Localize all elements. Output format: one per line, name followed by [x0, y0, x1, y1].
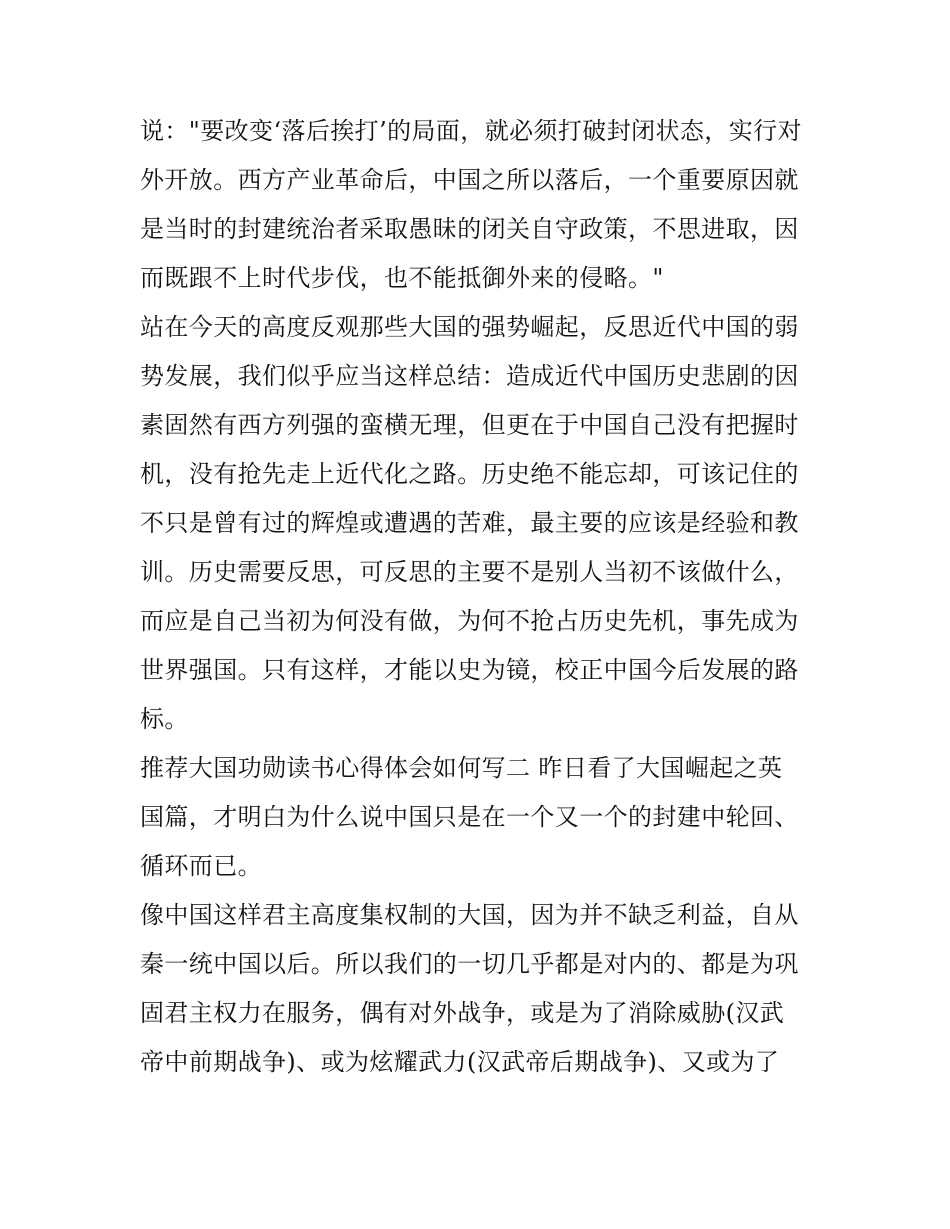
text-line: 势发展，我们似乎应当这样总结：造成近代中国历史悲剧的因	[140, 362, 799, 390]
text-line: 是当时的封建统治者采取愚昧的闭关自守政策，不思进取，因	[140, 215, 799, 243]
text-line: 说："要改变‘落后挨打’的局面，就必须打破封闭状态，实行对	[140, 117, 802, 145]
document-body	[140, 107, 820, 1087]
text-line: 机，没有抢先走上近代化之路。历史绝不能忘却，可该记住的	[140, 460, 799, 488]
text-line: 推荐大国功勋读书心得体会如何写二 昨日看了大国崛起之英	[140, 754, 783, 782]
text-line: 素固然有西方列强的蛮横无理，但更在于中国自己没有把握时	[140, 411, 799, 439]
text-line: 像中国这样君主高度集权制的大国，因为并不缺乏利益，自从	[140, 901, 799, 929]
text-line: 循环而已。	[140, 852, 262, 880]
text-line: 站在今天的高度反观那些大国的强势崛起，反思近代中国的弱	[140, 313, 799, 341]
text-line: 不只是曾有过的辉煌或遭遇的苦难，最主要的应该是经验和教	[140, 509, 799, 537]
text-line: 固君主权力在服务，偶有对外战争，或是为了消除威胁(汉武	[140, 999, 785, 1027]
text-line: 而既跟不上时代步伐，也不能抵御外来的侵略。"	[140, 264, 664, 292]
text-line: 而应是自己当初为何没有做，为何不抢占历史先机，事先成为	[140, 607, 799, 635]
text-line: 帝中前期战争)、或为炫耀武力(汉武帝后期战争)、又或为了	[140, 1048, 780, 1076]
text-line: 外开放。西方产业革命后，中国之所以落后，一个重要原因就	[140, 166, 799, 194]
text-line: 标。	[140, 705, 189, 733]
text-line: 世界强国。只有这样，才能以史为镜，校正中国今后发展的路	[140, 656, 799, 684]
text-line: 训。历史需要反思，可反思的主要不是别人当初不该做什么，	[140, 558, 799, 586]
text-line: 国篇，才明白为什么说中国只是在一个又一个的封建中轮回、	[140, 803, 799, 831]
text-line: 秦一统中国以后。所以我们的一切几乎都是对内的、都是为巩	[140, 950, 799, 978]
